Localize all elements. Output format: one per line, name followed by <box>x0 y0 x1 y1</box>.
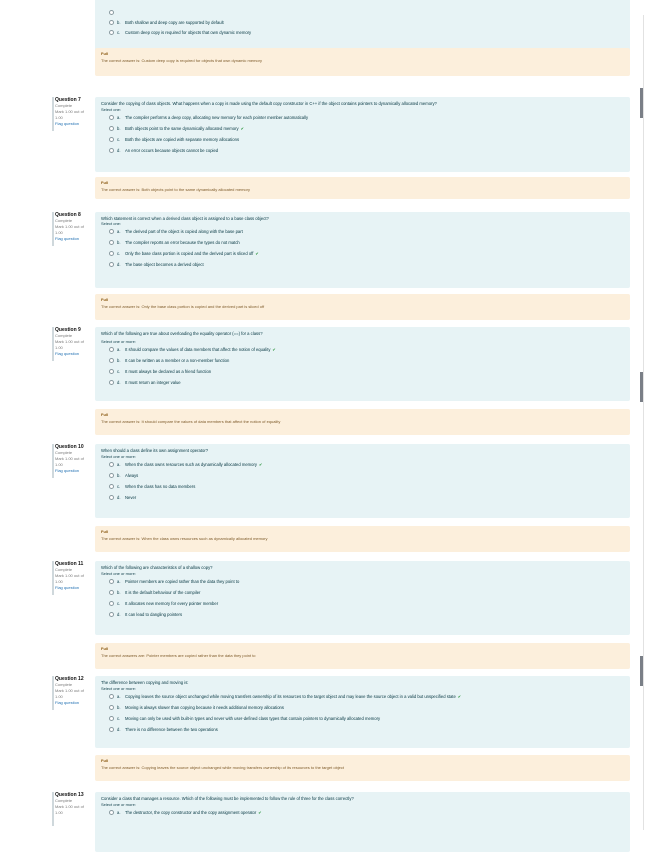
question-mark: Mark 1.00 out of 1.00 <box>55 109 84 120</box>
answer-radio[interactable] <box>109 251 114 256</box>
answer-letter: a. <box>117 462 121 467</box>
feedback-text: The correct answer is: Copying leaves the source object unchanged while moving transfers ownership of its resources to the target object <box>101 765 345 770</box>
correct-check-icon: ✔ <box>258 462 263 467</box>
answer-radio[interactable] <box>109 148 114 153</box>
feedback-label: Full <box>101 758 109 763</box>
flag-question-link[interactable]: Flag question <box>55 121 80 126</box>
correct-check-icon: ✔ <box>457 694 462 699</box>
answer-text: An error occurs because objects cannot be copied <box>125 148 219 153</box>
question-block <box>52 212 630 320</box>
answer-letter: c. <box>117 369 121 374</box>
answer-text: The base object becomes a derived object <box>125 262 204 267</box>
feedback-label: Full <box>101 646 109 651</box>
question-text: Which of the following are true about overloading the equality operator (==) for a class? <box>101 331 263 336</box>
answer-radio[interactable] <box>109 462 114 467</box>
correct-check-icon: ✔ <box>258 810 262 815</box>
answer-text: When the class has no data members <box>125 484 196 489</box>
answer-text: Moving is always slower than copying because it needs additional memory allocations <box>125 705 284 710</box>
answer-option[interactable] <box>109 579 622 585</box>
answer-prompt: Select one or more: <box>101 454 136 459</box>
question-block <box>52 444 630 552</box>
answer-option[interactable] <box>109 347 622 353</box>
feedback-label: Full <box>101 51 109 56</box>
correct-check-icon: ✔ <box>272 347 276 352</box>
answer-text: It should compare the values of data members that affect the notion of equality <box>125 347 271 352</box>
flag-question-link[interactable]: Flag question <box>55 351 80 356</box>
answer-radio[interactable] <box>109 30 114 35</box>
answer-radio[interactable] <box>109 20 114 25</box>
answer-option[interactable] <box>109 358 622 364</box>
question-mark: Mark 1.00 out of 1.00 <box>55 456 84 467</box>
answer-option[interactable] <box>109 727 622 733</box>
answer-radio[interactable] <box>109 137 114 142</box>
answer-radio[interactable] <box>109 115 114 120</box>
answer-letter: c. <box>117 716 121 721</box>
answer-radio[interactable] <box>109 705 114 710</box>
question-info <box>52 212 91 246</box>
answer-text: There is no difference between the two operations <box>125 727 218 732</box>
answer-option[interactable] <box>109 251 622 257</box>
answer-text: The compiler reports an error because the types do not match <box>125 240 240 245</box>
question-status: Complete <box>55 682 73 687</box>
answer-text: When the class owns resources such as dynamically allocated memory <box>125 462 257 467</box>
question-block <box>52 561 630 669</box>
answer-radio[interactable] <box>109 716 114 721</box>
answer-letter: d. <box>117 727 121 732</box>
answer-radio[interactable] <box>109 810 114 815</box>
question-block <box>52 97 630 199</box>
answer-text: It can lead to dangling pointers <box>125 612 183 617</box>
question-formulation <box>95 792 630 852</box>
answer-letter: a. <box>117 694 121 699</box>
answer-prompt: Select one: <box>101 107 122 112</box>
question-number: Question 12 <box>55 676 84 682</box>
answer-feedback <box>95 643 630 669</box>
question-block <box>52 792 630 862</box>
answer-feedback <box>95 294 630 320</box>
answer-text: The destructor, the copy constructor and the copy assignment operator <box>125 810 257 815</box>
answer-letter: c. <box>117 251 121 256</box>
answer-radio[interactable] <box>109 590 114 595</box>
answer-option[interactable] <box>109 612 622 618</box>
answer-letter: d. <box>117 148 121 153</box>
answer-option[interactable] <box>109 30 622 36</box>
answer-text: Both objects point to the same dynamically allocated memory <box>125 126 239 131</box>
feedback-text: The correct answer is: Only the base class portion is copied and the derived part is sliced off <box>101 304 265 309</box>
answer-radio[interactable] <box>109 727 114 732</box>
answer-radio[interactable] <box>109 380 114 385</box>
question-mark: Mark 1.00 out of 1.00 <box>55 688 84 699</box>
flag-question-link[interactable]: Flag question <box>55 585 80 590</box>
question-number: Question 8 <box>55 212 81 218</box>
answer-option[interactable] <box>109 148 622 154</box>
flag-question-link[interactable]: Flag question <box>55 700 80 705</box>
answer-letter: d. <box>117 262 121 267</box>
question-formulation <box>95 327 630 401</box>
question-mark: Mark 1.00 out of 1.00 <box>55 804 84 815</box>
answer-option[interactable] <box>109 601 622 607</box>
answer-radio[interactable] <box>109 484 114 489</box>
correct-check-icon: ✔ <box>240 126 245 131</box>
question-text: When should a class define its own assignment operator? <box>101 448 209 453</box>
question-text: Which of the following are characteristics of a shallow copy? <box>101 565 213 570</box>
answer-radio[interactable] <box>109 347 114 352</box>
answer-option[interactable] <box>109 262 622 268</box>
answer-text: Custom deep copy is required for objects that own dynamic memory <box>125 30 252 35</box>
answer-option[interactable] <box>109 229 622 235</box>
answer-option[interactable] <box>109 137 622 143</box>
feedback-label: Full <box>101 412 109 417</box>
scrollbar[interactable] <box>633 0 655 848</box>
answer-prompt: Select one or more: <box>101 339 136 344</box>
answer-prompt: Select one: <box>101 221 122 226</box>
feedback-label: Full <box>101 180 109 185</box>
answer-letter: c. <box>117 601 121 606</box>
answer-letter: b. <box>117 126 121 131</box>
answer-radio[interactable] <box>109 262 114 267</box>
answer-text: Pointer members are copied rather than the data they point to <box>125 579 240 584</box>
question-info <box>52 561 91 595</box>
answer-text: Copying leaves the source object unchanged while moving transfers ownership of its resources to the target object and may leave the source object in a valid but unspecified state <box>125 694 456 699</box>
answer-text: Both the objects are copied with separate memory allocations <box>125 137 240 142</box>
question-block <box>52 676 630 781</box>
answer-letter: b. <box>117 20 121 25</box>
answer-letter: a. <box>117 115 121 120</box>
question-status: Complete <box>55 103 73 108</box>
feedback-text: The correct answer is: It should compare the values of data members that affect the notion of equality <box>101 419 281 424</box>
answer-text: It must always be declared as a friend function <box>125 369 212 374</box>
feedback-text: The correct answer is: Custom deep copy is required for objects that own dynamic memory <box>101 58 262 63</box>
answer-text: Only the base class portion is copied and the derived part is sliced off <box>125 251 254 256</box>
answer-radio[interactable] <box>109 495 114 500</box>
question-formulation <box>95 97 630 172</box>
answer-letter: a. <box>117 347 121 352</box>
answer-text: Both shallow and deep copy are supported by default <box>125 20 224 25</box>
answer-letter: a. <box>117 810 121 815</box>
scrollbar-track[interactable] <box>643 15 644 830</box>
answer-radio[interactable] <box>109 10 114 15</box>
answer-text: Never <box>125 495 137 500</box>
answer-radio[interactable] <box>109 579 114 584</box>
feedback-label: Full <box>101 297 109 302</box>
answer-option[interactable] <box>109 115 622 121</box>
question-status: Complete <box>55 333 73 338</box>
question-status: Complete <box>55 798 73 803</box>
flag-question-link[interactable]: Flag question <box>55 468 80 473</box>
answer-option[interactable] <box>109 369 622 375</box>
answer-option[interactable] <box>109 20 622 26</box>
question-formulation <box>95 676 630 748</box>
question-info <box>52 327 91 361</box>
answer-radio[interactable] <box>109 601 114 606</box>
answer-option[interactable] <box>109 810 622 816</box>
answer-radio[interactable] <box>109 126 114 131</box>
question-text: The difference between copying and moving is: <box>101 680 189 685</box>
question-number: Question 7 <box>55 97 81 103</box>
answer-letter: c. <box>117 30 121 35</box>
answer-option[interactable] <box>109 484 622 490</box>
correct-check-icon: ✔ <box>255 251 259 256</box>
answer-feedback <box>95 48 630 76</box>
question-text: Consider the copying of class objects. What happens when a copy is made using the default copy constructor in C++ if the object contains pointers to dynamically allocated memory? <box>101 101 437 106</box>
answer-text: It is the default behaviour of the compiler <box>125 590 201 595</box>
question-info <box>52 792 91 826</box>
question-mark: Mark 1.00 out of 1.00 <box>55 339 84 350</box>
answer-option[interactable] <box>109 126 622 132</box>
answer-radio[interactable] <box>109 612 114 617</box>
question-status: Complete <box>55 218 73 223</box>
answer-option[interactable] <box>109 694 622 700</box>
answer-radio[interactable] <box>109 358 114 363</box>
question-formulation <box>95 0 630 52</box>
question-text: Consider a class that manages a resource. Which of the following must be implemented to follow the rule of three for the class correctly? <box>101 796 354 801</box>
question-formulation <box>95 444 630 518</box>
question-info <box>52 97 91 131</box>
flag-question-link[interactable]: Flag question <box>55 236 80 241</box>
answer-radio[interactable] <box>109 240 114 245</box>
question-number: Question 11 <box>55 561 84 567</box>
answer-option[interactable] <box>109 716 622 722</box>
question-status: Complete <box>55 567 73 572</box>
answer-letter: d. <box>117 380 121 385</box>
answer-text: The derived part of the object is copied along with the base part <box>125 229 243 234</box>
answer-radio[interactable] <box>109 694 114 699</box>
answer-prompt: Select one or more: <box>101 802 136 807</box>
question-status: Complete <box>55 450 73 455</box>
answer-option[interactable] <box>109 462 622 468</box>
answer-feedback <box>95 526 630 552</box>
answer-option[interactable] <box>109 473 622 479</box>
feedback-text: The correct answer is: When the class owns resources such as dynamically allocated memory <box>101 536 268 541</box>
question-number: Question 10 <box>55 444 84 450</box>
answer-text: It must return an integer value <box>125 380 181 385</box>
answer-letter: b. <box>117 240 121 245</box>
question-number: Question 9 <box>55 327 81 333</box>
question-formulation <box>95 212 630 288</box>
question-number: Question 13 <box>55 792 84 798</box>
answer-option[interactable] <box>109 240 622 246</box>
answer-letter: b. <box>117 590 121 595</box>
scrollbar-marker <box>640 372 643 402</box>
answer-letter: a. <box>117 579 121 584</box>
answer-letter: b. <box>117 473 121 478</box>
answer-letter: b. <box>117 705 121 710</box>
answer-letter: c. <box>117 484 121 489</box>
answer-radio[interactable] <box>109 229 114 234</box>
answer-letter: b. <box>117 358 121 363</box>
answer-feedback <box>95 177 630 199</box>
answer-feedback <box>95 755 630 781</box>
answer-radio[interactable] <box>109 473 114 478</box>
question-mark: Mark 1.00 out of 1.00 <box>55 224 84 235</box>
answer-option[interactable] <box>109 705 622 711</box>
answer-letter: a. <box>117 229 121 234</box>
answer-text: It can be written as a member or a non-member function <box>125 358 230 363</box>
answer-prompt: Select one or more: <box>101 571 136 576</box>
question-formulation <box>95 561 630 635</box>
scrollbar-marker <box>640 656 643 686</box>
answer-text: It allocates new memory for every pointer member <box>125 601 219 606</box>
question-info <box>52 676 91 710</box>
answer-letter: c. <box>117 137 121 142</box>
question-info <box>52 444 91 478</box>
feedback-text: The correct answer is: Both objects point to the same dynamically allocated memory <box>101 187 250 192</box>
question-block <box>52 327 630 435</box>
answer-text: The compiler performs a deep copy, allocating new memory for each pointer member automatically <box>125 115 309 120</box>
answer-option[interactable] <box>109 590 622 596</box>
question-block <box>52 0 630 76</box>
answer-radio[interactable] <box>109 369 114 374</box>
answer-option[interactable] <box>109 495 622 501</box>
feedback-label: Full <box>101 529 109 534</box>
answer-option[interactable] <box>109 10 622 16</box>
question-text: Which statement is correct when a derived class object is assigned to a base class object? <box>101 216 269 221</box>
scrollbar-marker <box>640 88 643 118</box>
feedback-text: The correct answers are: Pointer members are copied rather than the data they point to <box>101 653 256 658</box>
question-mark: Mark 1.00 out of 1.00 <box>55 573 84 584</box>
answer-text: Moving can only be used with built-in types and never with user-defined class types that contain pointers to dynamically allocated memory <box>125 716 381 721</box>
answer-text: Always <box>125 473 139 478</box>
answer-letter: d. <box>117 495 121 500</box>
answer-letter: d. <box>117 612 121 617</box>
answer-feedback <box>95 409 630 435</box>
answer-prompt: Select one or more: <box>101 686 136 691</box>
answer-option[interactable] <box>109 380 622 386</box>
